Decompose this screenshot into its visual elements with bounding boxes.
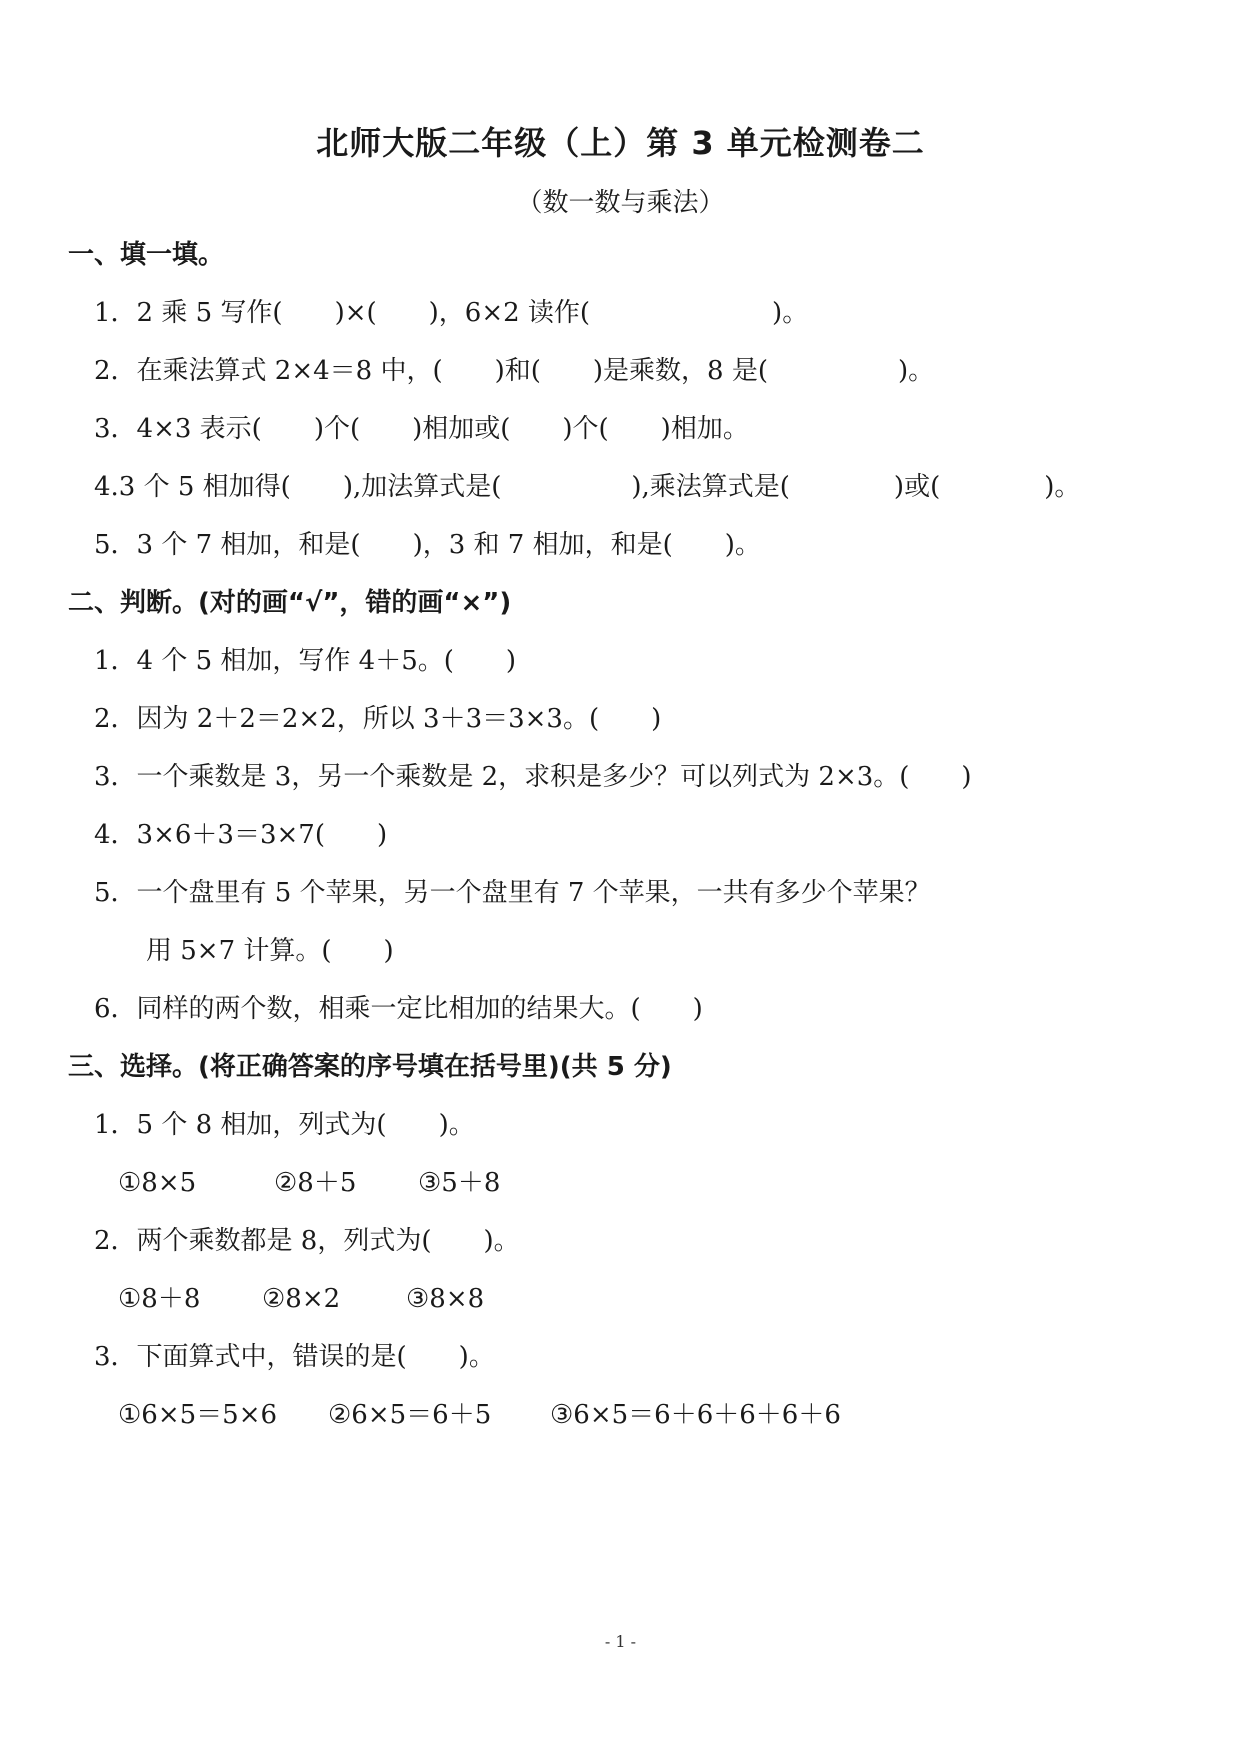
s2-question-6: 6．同样的两个数，相乘一定比相加的结果大。( ) [94, 994, 703, 1024]
s2-question-3: 3．一个乘数是 3，另一个乘数是 2，求积是多少？可以列式为 2×3。( ) [94, 762, 972, 792]
s1-question-2: 2．在乘法算式 2×4＝8 中，( )和( )是乘数，8 是( )。 [94, 356, 935, 386]
section-3-heading: 三、选择。(将正确答案的序号填在括号里)(共 5 分) [68, 1052, 672, 1082]
s3-q2-option-1: ①8＋8 [118, 1284, 201, 1314]
s3-question-1: 1．5 个 8 相加，列式为( )。 [94, 1110, 475, 1140]
s3-q3-option-3: ③6×5＝6＋6＋6＋6＋6 [550, 1400, 841, 1430]
page-number: - 1 - [604, 1632, 637, 1651]
s3-q2-option-2: ②8×2 [262, 1284, 341, 1314]
s2-question-4: 4．3×6＋3＝3×7( ) [94, 820, 388, 850]
s1-question-3: 3．4×3 表示( )个( )相加或( )个( )相加。 [94, 414, 749, 444]
s3-q3-option-2: ②6×5＝6＋5 [328, 1400, 492, 1430]
s2-question-2: 2．因为 2＋2＝2×2，所以 3＋3＝3×3。( ) [94, 704, 662, 734]
s3-q1-option-1: ①8×5 [118, 1168, 197, 1198]
section-2-heading: 二、判断。(对的画“√”，错的画“×”) [68, 588, 512, 618]
s3-question-2: 2．两个乘数都是 8，列式为( )。 [94, 1226, 520, 1256]
section-1-heading: 一、填一填。 [68, 240, 225, 270]
s1-question-5: 5．3 个 7 相加，和是( )，3 和 7 相加，和是( )。 [94, 530, 761, 560]
s2-question-1: 1．4 个 5 相加，写作 4＋5。( ) [94, 646, 517, 676]
s1-question-4: 4.3 个 5 相加得( ),加法算式是( ),乘法算式是( )或( )。 [94, 472, 1081, 502]
page-subtitle: （数一数与乘法） [516, 188, 725, 218]
s3-q1-option-3: ③5＋8 [418, 1168, 501, 1198]
s3-q2-option-3: ③8×8 [406, 1284, 485, 1314]
s3-q3-option-1: ①6×5＝5×6 [118, 1400, 278, 1430]
s3-q1-option-2: ②8＋5 [274, 1168, 357, 1198]
s2-question-5-cont: 用 5×7 计算。( ) [146, 936, 394, 966]
s1-question-1: 1．2 乘 5 写作( )×( )，6×2 读作( )。 [94, 298, 809, 328]
page-title: 北师大版二年级（上）第 3 单元检测卷二 [316, 124, 925, 162]
s3-question-3: 3．下面算式中，错误的是( )。 [94, 1342, 495, 1372]
s2-question-5: 5．一个盘里有 5 个苹果，另一个盘里有 7 个苹果，一共有多少个苹果？ [94, 878, 931, 908]
